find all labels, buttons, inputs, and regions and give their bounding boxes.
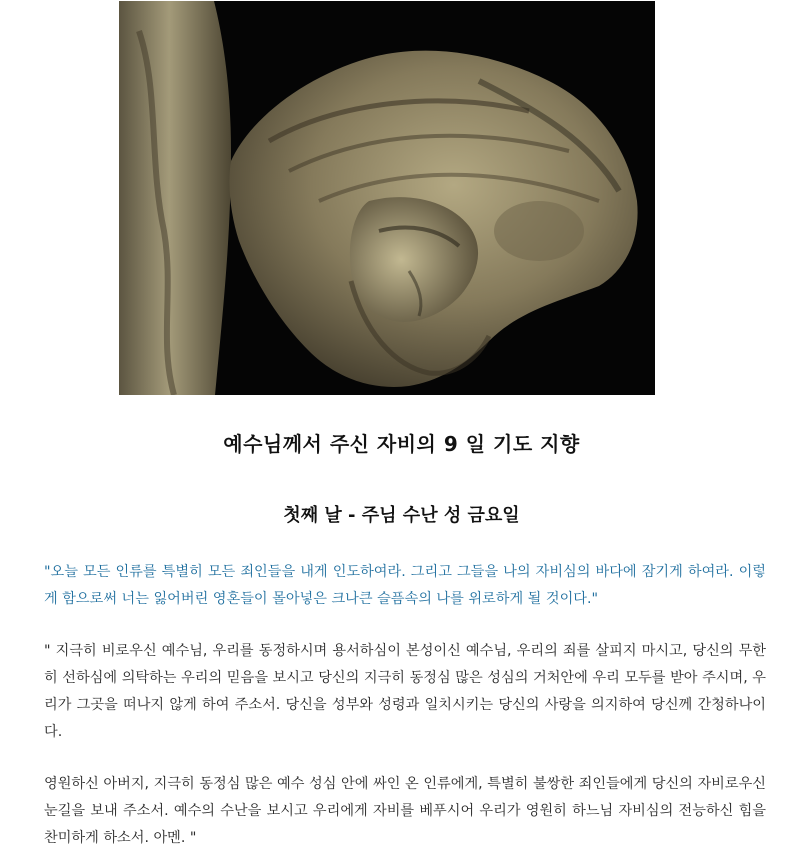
jesus-quote: "오늘 모든 인류를 특별히 모든 죄인들을 내게 인도하여라. 그리고 그들을 나의 자비심의 바다에 잠기게 하여라. 이렇게 함으로써 너는 잃어버린 영혼들이 몰아넣은 크나큰 슬픔속의 나를 위로하게 될 것이다." bbox=[44, 564, 766, 607]
prayer-paragraph-1: " 지극히 비로우신 예수님, 우리를 동정하시며 용서하심이 본성이신 예수님, 우리의 죄를 살피지 마시고, 당신의 무한히 선하심에 의탁하는 우리의 믿음을 보시고 당신의 지극히 동정심 많은 성심의 거처안에 우리 모두를 받아 주시며, 우리가 그곳을 떠나지 않게 하여 주소서. 당신을 성부와 성령과 일치시키는 당신의 사랑을 의지하여 당신께 간청하나이다. bbox=[44, 643, 766, 740]
day-subtitle: 첫째 날 - 주님 수난 성 금요일 bbox=[283, 505, 520, 526]
bronze-sculpture-illustration bbox=[119, 1, 655, 395]
page-title: 예수님께서 주신 자비의 9 일 기도 지향 bbox=[223, 432, 580, 456]
hero-image bbox=[119, 1, 655, 395]
prayer-paragraph-2: 영원하신 아버지, 지극히 동정심 많은 예수 성심 안에 싸인 온 인류에게, 특별히 불쌍한 죄인들에게 당신의 자비로우신 눈길을 보내 주소서. 예수의 수난을 보시고 우리에게 자비를 베푸시어 우리가 영원히 하느님 자비심의 전능하신 힘을 찬미하게 하소서. 아멘. " bbox=[44, 776, 766, 846]
